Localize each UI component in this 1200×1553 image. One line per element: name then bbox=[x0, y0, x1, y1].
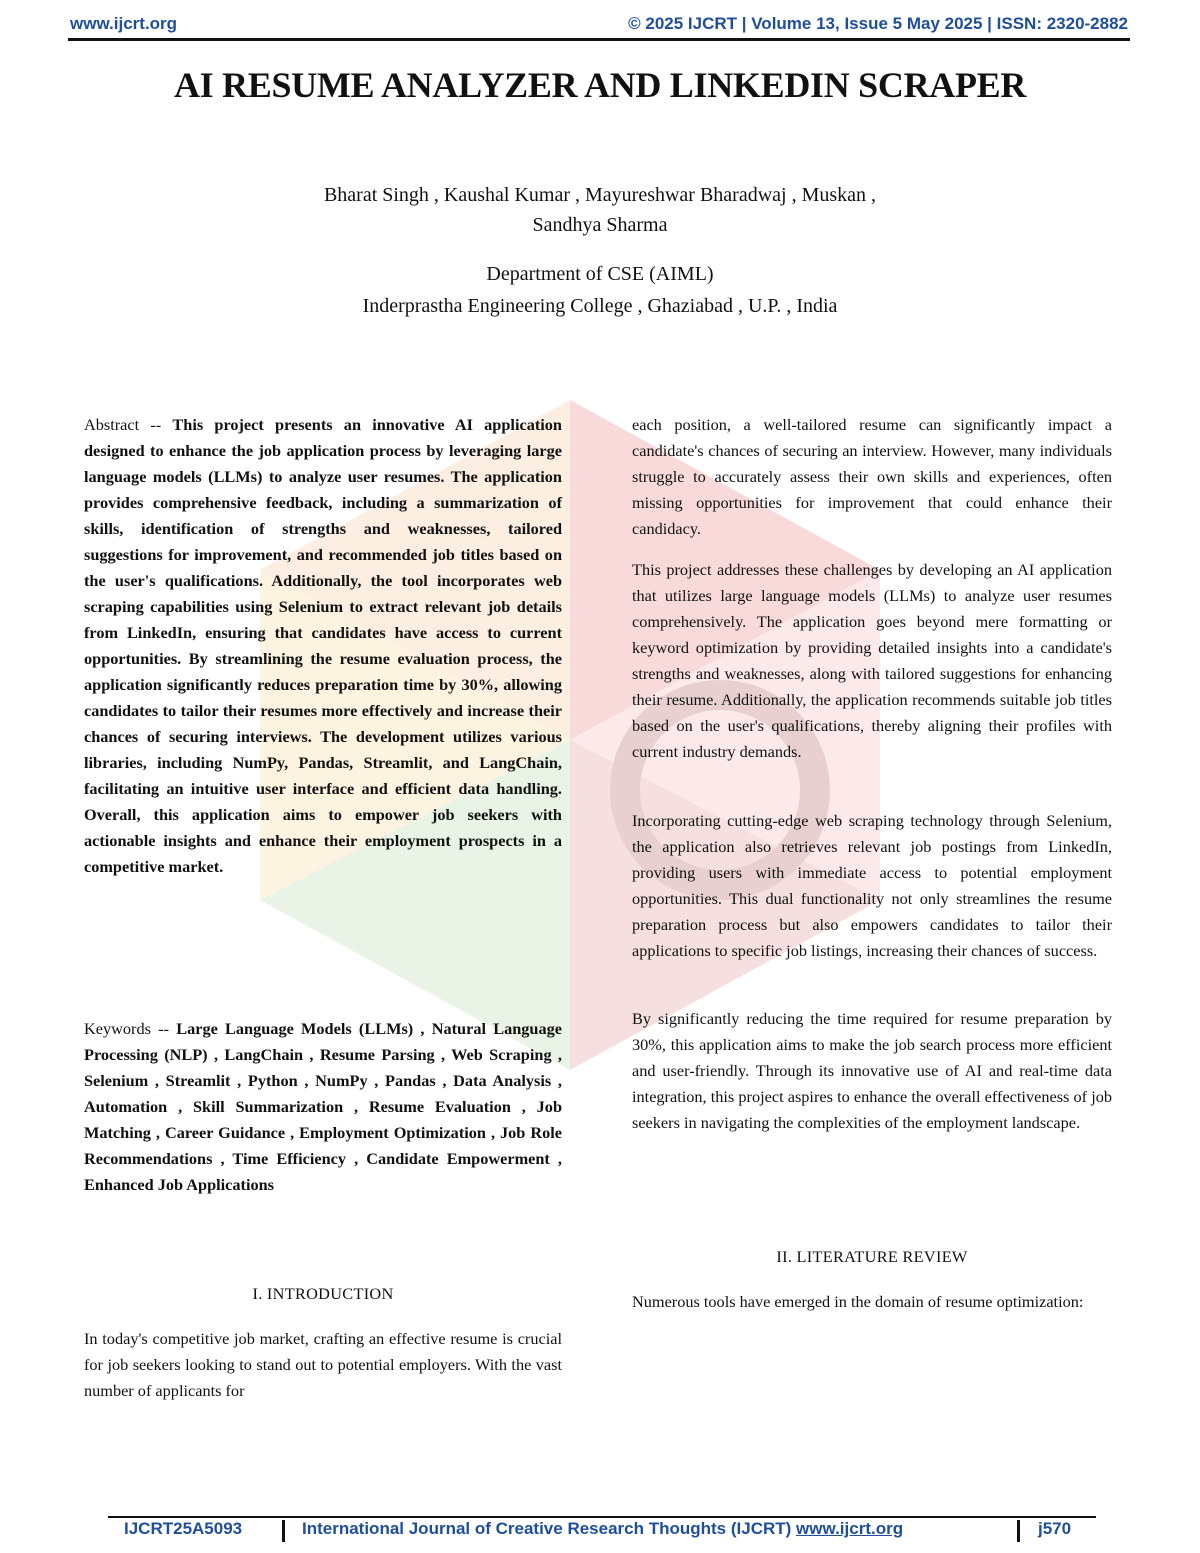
body-text: Numerous tools have emerged in the domain of resume optimization: bbox=[632, 1292, 1084, 1311]
right-paragraph-4 bbox=[632, 1006, 1112, 1136]
right-paragraph-1 bbox=[632, 412, 1112, 542]
introduction-heading: I. INTRODUCTION bbox=[252, 1284, 394, 1303]
footer-page-number: j570 bbox=[1038, 1519, 1072, 1538]
footer-paper-id: IJCRT25A5093 bbox=[124, 1519, 243, 1538]
right-paragraph-5 bbox=[632, 1289, 1112, 1315]
header-site-link[interactable]: www.ijcrt.org bbox=[70, 14, 178, 33]
footer-journal bbox=[302, 1519, 903, 1539]
footer-journal-link[interactable]: www.ijcrt.org bbox=[796, 1519, 904, 1538]
keywords-text: Large Language Models (LLMs) , Natural Language Processing (NLP) , LangChain , Resume Parsing , Web Scraping , Selenium , Streamlit , Python , NumPy , Pandas , Data Analysis , Automation , Skill Summarization , Resume Evaluation , Job Matching , Career Guidance , Employment Optimization , Job Role Recommendations , Time Efficiency , Candidate Empowerment , Enhanced Job Applications bbox=[84, 1019, 562, 1194]
body-text: each position, a well-tailored resume can significantly impact a candidate's chances of securing an interview. However, many individuals struggle to accurately assess their own skills and experiences, often missing opportunities for improvement that could enhance their candidacy. bbox=[632, 415, 1112, 538]
paper-title: AI RESUME ANALYZER AND LINKEDIN SCRAPER bbox=[173, 65, 1027, 105]
footer-divider bbox=[108, 1516, 1096, 1518]
author-line-2: Sandhya Sharma bbox=[532, 214, 668, 236]
introduction-paragraph bbox=[84, 1326, 562, 1404]
author-list bbox=[200, 180, 1000, 240]
keywords-label: Keywords -- bbox=[84, 1019, 169, 1038]
body-text: This project addresses these challenges by developing an AI application that utilizes large language models (LLMs) to analyze user resumes comprehensively. The application goes beyond mere formatting or keyword optimization by providing detailed insights into a candidate's strengths and weaknesses, along with tailored suggestions for enhancing their resume. Additionally, the application recommends suitable job titles based on the user's qualifications, thereby aligning their profiles with current industry demands. bbox=[632, 560, 1112, 761]
intro-p1: In today's competitive job market, crafting an effective resume is crucial for job seekers looking to stand out to potential employers. With the vast number of applicants for bbox=[84, 1329, 562, 1400]
header-divider bbox=[68, 38, 1130, 41]
right-paragraph-2 bbox=[632, 557, 1112, 765]
college: Inderprastha Engineering College , Ghaziabad , U.P. , India bbox=[362, 295, 838, 317]
right-paragraph-3 bbox=[632, 808, 1112, 964]
abstract-section bbox=[84, 412, 562, 880]
footer-separator bbox=[1017, 1520, 1020, 1542]
footer-journal-name: International Journal of Creative Research Thoughts (IJCRT) bbox=[302, 1519, 792, 1538]
abstract-label: Abstract -- bbox=[84, 415, 162, 434]
department: Department of CSE (AIML) bbox=[486, 263, 714, 285]
literature-review-heading: II. LITERATURE REVIEW bbox=[776, 1247, 968, 1266]
affiliation bbox=[150, 258, 1050, 322]
body-text: By significantly reducing the time required for resume preparation by 30%, this application aims to make the job search process more efficient and user-friendly. Through its innovative use of AI and real-time data integration, this project aspires to enhance the overall effectiveness of job seekers in navigating the complexities of the employment landscape. bbox=[632, 1009, 1112, 1132]
header-issue-info: © 2025 IJCRT | Volume 13, Issue 5 May 2025 | ISSN: 2320-2882 bbox=[628, 14, 1128, 33]
author-line-1: Bharat Singh , Kaushal Kumar , Mayureshwar Bharadwaj , Muskan , bbox=[323, 184, 877, 206]
body-text: Incorporating cutting-edge web scraping technology through Selenium, the application also retrieves relevant job postings from LinkedIn, providing users with immediate access to potential employment opportunities. This dual functionality not only streamlines the resume preparation process but also empowers candidates to tailor their applications to specific job listings, increasing their chances of success. bbox=[632, 811, 1112, 960]
keywords-section bbox=[84, 1016, 562, 1198]
footer-separator bbox=[282, 1520, 285, 1542]
abstract-text: This project presents an innovative AI application designed to enhance the job application process by leveraging large language models (LLMs) to analyze user resumes. The application provides comprehensive feedback, including a summarization of skills, identification of strengths and weaknesses, tailored suggestions for improvement, and recommended job titles based on the user's qualifications. Additionally, the tool incorporates web scraping capabilities using Selenium to extract relevant job details from LinkedIn, ensuring that candidates have access to current opportunities. By streamlining the resume evaluation process, the application significantly reduces preparation time by 30%, allowing candidates to tailor their resumes more effectively and increase their chances of securing interviews. The development utilizes various libraries, including NumPy, Pandas, Streamlit, and LangChain, facilitating an intuitive user interface and efficient data handling. Overall, this application aims to empower job seekers with actionable insights and enhance their employment prospects in a competitive market. bbox=[84, 415, 562, 876]
